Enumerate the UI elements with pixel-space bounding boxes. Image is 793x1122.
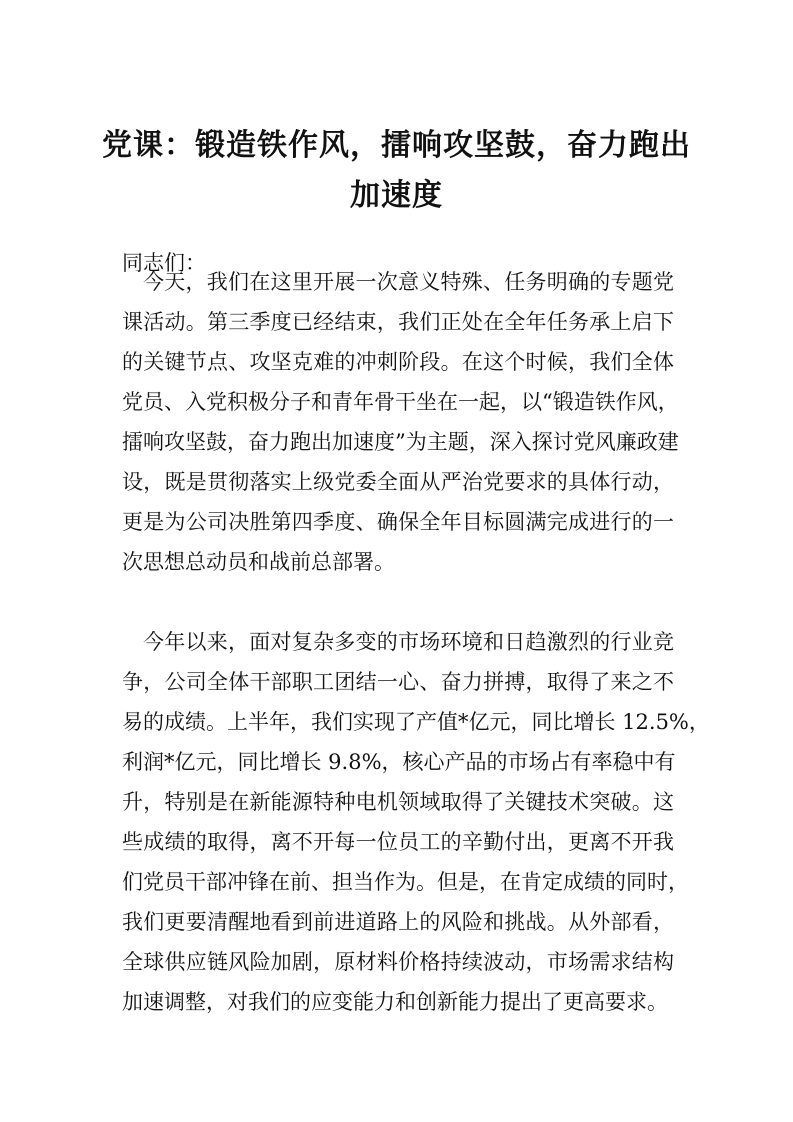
paragraph-line: 全球供应链风险加剧，原材料价格持续波动，市场需求结构 <box>122 950 674 974</box>
paragraph-line: 我们更要清醒地看到前进道路上的风险和挑战。从外部看， <box>122 910 674 934</box>
paragraph-line: 设，既是贯彻落实上级党委全面从严治党要求的具体行动， <box>122 470 674 494</box>
document-title-line-1: 党课：锻造铁作风，擂响攻坚鼓，奋力跑出 <box>102 128 691 163</box>
paragraph-line: 们党员干部冲锋在前、担当作为。但是，在肯定成绩的同时， <box>122 870 689 894</box>
paragraph-line: 加速调整，对我们的应变能力和创新能力提出了更高要求。 <box>122 990 668 1014</box>
paragraph-1 <box>122 262 679 582</box>
paragraph-line: 升，特别是在新能源特种电机领域取得了关键技术突破。这 <box>122 790 674 814</box>
paragraph-line: 的关键节点、攻坚克难的冲刺阶段。在这个时候，我们全体 <box>122 350 674 374</box>
paragraph-line: 次思想总动员和战前总部署。 <box>122 550 395 574</box>
paragraph-line: 利润*亿元，同比增长 9.8%，核心产品的市场占有率稳中有 <box>122 750 676 774</box>
paragraph-line: 些成绩的取得，离不开每一位员工的辛勤付出，更离不开我 <box>122 830 674 854</box>
paragraph-line: 更是为公司决胜第四季度、确保全年目标圆满完成进行的一 <box>122 510 674 534</box>
paragraph-line: 课活动。第三季度已经结束，我们正处在全年任务承上启下 <box>122 310 674 334</box>
paragraph-2 <box>122 622 710 1022</box>
paragraph-line: 党员、入党积极分子和青年骨干坐在一起，以“锻造铁作风， <box>122 390 679 414</box>
paragraph-line: 今年以来，面对复杂多变的市场环境和日趋激烈的行业竞 <box>143 630 674 654</box>
document-title-line-2: 加速度 <box>350 178 443 213</box>
salutation: 同志们： <box>122 251 206 275</box>
paragraph-line: 易的成绩。上半年，我们实现了产值*亿元，同比增长 12.5%， <box>122 710 710 734</box>
paragraph-line: 擂响攻坚鼓，奋力跑出加速度”为主题，深入探讨党风廉政建 <box>122 430 679 454</box>
paragraph-line: 今天，我们在这里开展一次意义特殊、任务明确的专题党 <box>143 270 674 294</box>
paragraph-line: 争，公司全体干部职工团结一心、奋力拼搏，取得了来之不 <box>122 670 674 694</box>
